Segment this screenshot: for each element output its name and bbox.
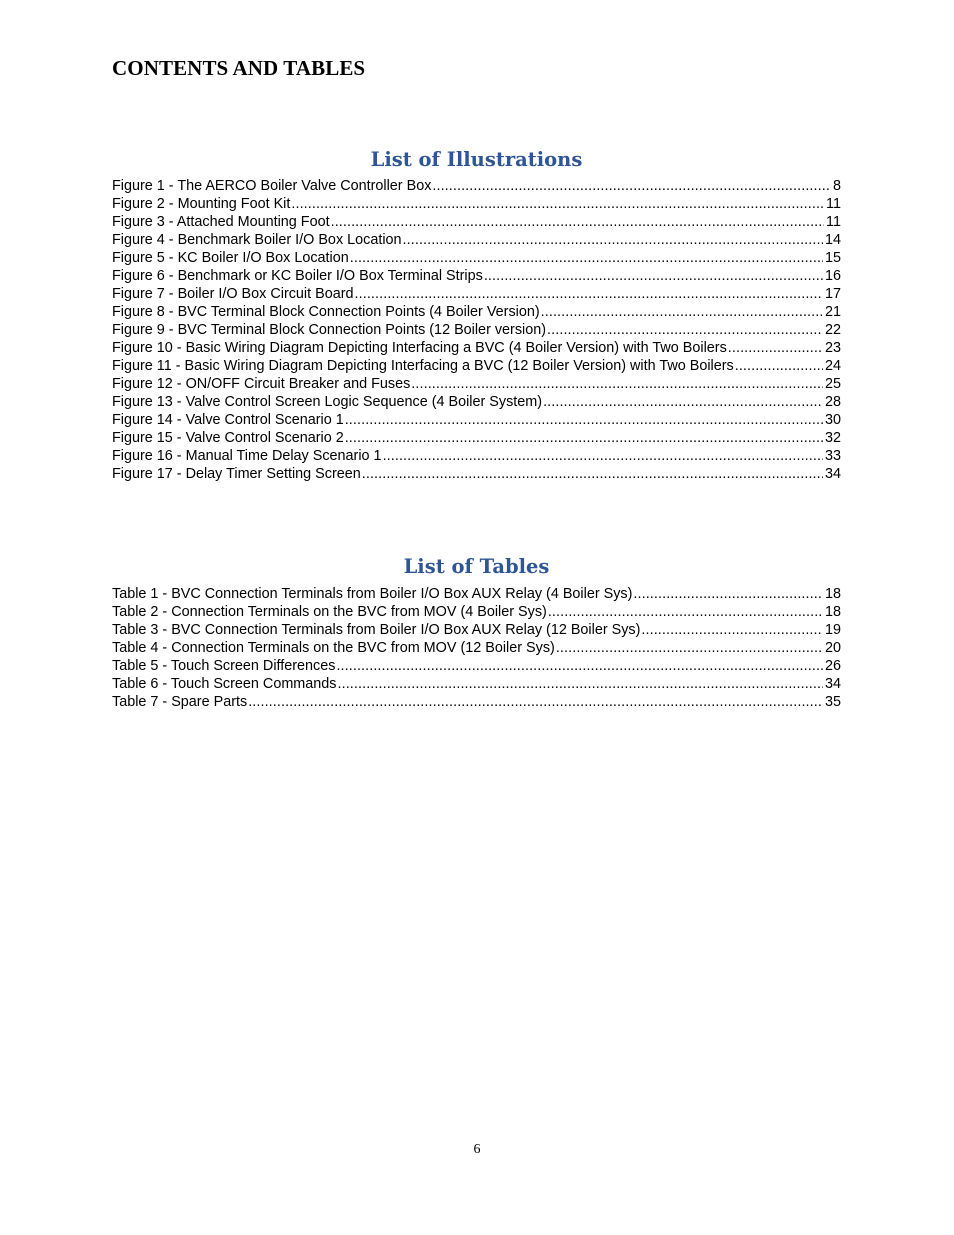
toc-entry-figure-7[interactable]	[112, 285, 841, 303]
toc-label: Figure 8 - BVC Terminal Block Connection Points (4 Boiler Version)	[112, 304, 540, 320]
toc-leader	[350, 249, 823, 267]
toc-page: 34	[824, 676, 841, 692]
toc-entry-table-5[interactable]	[112, 657, 841, 675]
toc-entry-figure-8[interactable]	[112, 303, 841, 321]
toc-label: Table 3 - BVC Connection Terminals from Boiler I/O Box AUX Relay (12 Boiler Sys)	[112, 622, 641, 638]
toc-leader	[336, 657, 823, 675]
illustrations-list	[112, 177, 841, 483]
toc-leader	[728, 339, 823, 357]
toc-entry-figure-1[interactable]	[112, 177, 841, 195]
toc-leader	[248, 693, 823, 711]
toc-label: Figure 16 - Manual Time Delay Scenario 1	[112, 448, 382, 464]
toc-label: Table 4 - Connection Terminals on the BVC from MOV (12 Boiler Sys)	[112, 640, 555, 656]
toc-page: 16	[824, 268, 841, 284]
toc-leader	[633, 585, 823, 603]
toc-leader	[548, 603, 823, 621]
toc-page: 20	[824, 640, 841, 656]
toc-page: 14	[824, 232, 841, 248]
toc-page: 23	[824, 340, 841, 356]
toc-leader	[547, 321, 823, 339]
toc-entry-figure-2[interactable]	[112, 195, 841, 213]
toc-entry-figure-6[interactable]	[112, 267, 841, 285]
toc-page: 17	[824, 286, 841, 302]
toc-leader	[345, 429, 823, 447]
toc-page: 22	[824, 322, 841, 338]
toc-entry-table-3[interactable]	[112, 621, 841, 639]
toc-leader	[541, 303, 823, 321]
toc-leader	[641, 621, 823, 639]
toc-leader	[291, 195, 824, 213]
toc-entry-figure-4[interactable]	[112, 231, 841, 249]
illustrations-title: List of Illustrations	[370, 148, 583, 171]
toc-entry-figure-15[interactable]	[112, 429, 841, 447]
toc-page: 32	[824, 430, 841, 446]
toc-entry-figure-11[interactable]	[112, 357, 841, 375]
toc-entry-figure-10[interactable]	[112, 339, 841, 357]
toc-leader	[556, 639, 823, 657]
toc-page: 25	[824, 376, 841, 392]
toc-label: Figure 7 - Boiler I/O Box Circuit Board	[112, 286, 354, 302]
toc-page: 11	[826, 214, 841, 230]
toc-leader	[432, 177, 831, 195]
toc-entry-figure-5[interactable]	[112, 249, 841, 267]
toc-page: 35	[824, 694, 841, 710]
toc-label: Figure 6 - Benchmark or KC Boiler I/O Box Terminal Strips	[112, 268, 483, 284]
toc-entry-figure-3[interactable]	[112, 213, 841, 231]
toc-label: Figure 15 - Valve Control Scenario 2	[112, 430, 344, 446]
tables-list	[112, 585, 841, 711]
toc-page: 28	[824, 394, 841, 410]
toc-leader	[383, 447, 823, 465]
toc-entry-figure-12[interactable]	[112, 375, 841, 393]
toc-page: 34	[824, 466, 841, 482]
toc-label: Figure 14 - Valve Control Scenario 1	[112, 412, 344, 428]
toc-entry-figure-9[interactable]	[112, 321, 841, 339]
toc-label: Figure 1 - The AERCO Boiler Valve Controller Box	[112, 178, 432, 194]
page-number: 6	[473, 1142, 481, 1157]
toc-label: Figure 10 - Basic Wiring Diagram Depicting Interfacing a BVC (4 Boiler Version) with Two Boilers	[112, 340, 727, 356]
toc-leader	[362, 465, 823, 483]
toc-label: Figure 12 - ON/OFF Circuit Breaker and Fuses	[112, 376, 411, 392]
toc-leader	[735, 357, 823, 375]
toc-leader	[331, 213, 824, 231]
toc-page: 8	[832, 178, 841, 194]
page-heading: CONTENTS AND TABLES	[112, 56, 366, 80]
toc-leader	[403, 231, 823, 249]
tables-title: List of Tables	[403, 555, 550, 578]
toc-page: 21	[824, 304, 841, 320]
toc-label: Figure 3 - Attached Mounting Foot	[112, 214, 330, 230]
toc-page: 19	[824, 622, 841, 638]
toc-label: Table 5 - Touch Screen Differences	[112, 658, 336, 674]
toc-leader	[411, 375, 823, 393]
toc-leader	[338, 675, 823, 693]
toc-label: Figure 4 - Benchmark Boiler I/O Box Location	[112, 232, 402, 248]
toc-label: Table 6 - Touch Screen Commands	[112, 676, 337, 692]
toc-page: 33	[824, 448, 841, 464]
toc-leader	[355, 285, 823, 303]
toc-entry-figure-17[interactable]	[112, 465, 841, 483]
toc-label: Figure 2 - Mounting Foot Kit	[112, 196, 291, 212]
toc-leader	[484, 267, 823, 285]
toc-entry-table-7[interactable]	[112, 693, 841, 711]
toc-entry-table-1[interactable]	[112, 585, 841, 603]
toc-label: Figure 13 - Valve Control Screen Logic Sequence (4 Boiler System)	[112, 394, 543, 410]
toc-entry-figure-14[interactable]	[112, 411, 841, 429]
toc-page: 30	[824, 412, 841, 428]
toc-entry-figure-16[interactable]	[112, 447, 841, 465]
toc-page: 24	[824, 358, 841, 374]
toc-label: Table 7 - Spare Parts	[112, 694, 248, 710]
toc-page: 15	[824, 250, 841, 266]
toc-label: Table 2 - Connection Terminals on the BVC from MOV (4 Boiler Sys)	[112, 604, 547, 620]
toc-label: Figure 9 - BVC Terminal Block Connection Points (12 Boiler version)	[112, 322, 547, 338]
toc-page: 26	[824, 658, 841, 674]
toc-label: Figure 11 - Basic Wiring Diagram Depicting Interfacing a BVC (12 Boiler Version) with Two Boilers	[112, 358, 734, 374]
toc-entry-table-4[interactable]	[112, 639, 841, 657]
toc-page: 18	[824, 604, 841, 620]
toc-entry-table-2[interactable]	[112, 603, 841, 621]
toc-page: 11	[826, 196, 841, 212]
toc-label: Figure 17 - Delay Timer Setting Screen	[112, 466, 361, 482]
toc-entry-figure-13[interactable]	[112, 393, 841, 411]
toc-entry-table-6[interactable]	[112, 675, 841, 693]
toc-leader	[345, 411, 823, 429]
toc-page: 18	[824, 586, 841, 602]
toc-label: Table 1 - BVC Connection Terminals from Boiler I/O Box AUX Relay (4 Boiler Sys)	[112, 586, 633, 602]
toc-leader	[543, 393, 823, 411]
toc-label: Figure 5 - KC Boiler I/O Box Location	[112, 250, 349, 266]
